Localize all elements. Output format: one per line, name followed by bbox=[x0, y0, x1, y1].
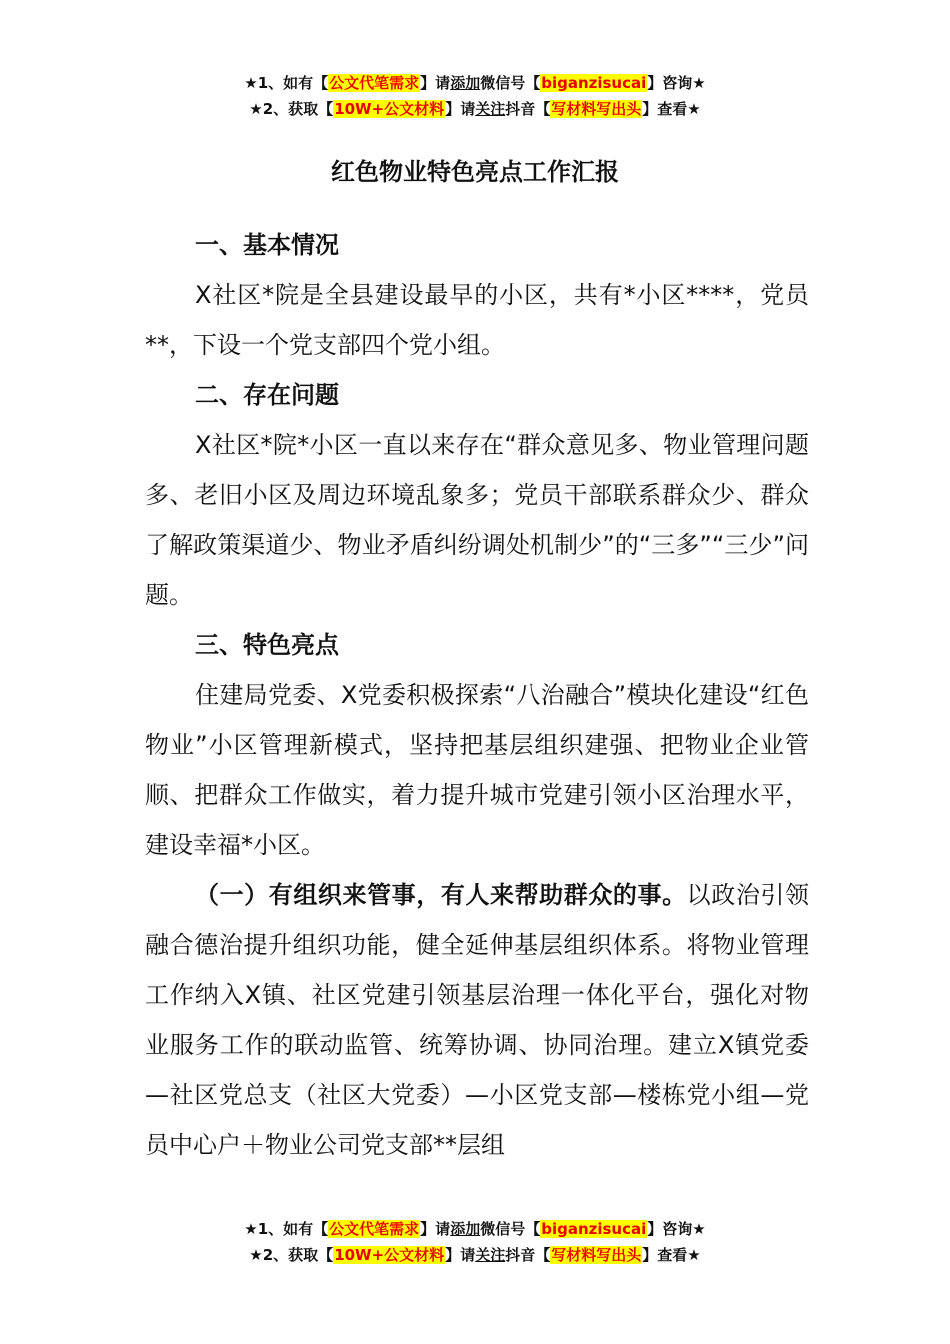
promo-banner-top bbox=[0, 70, 950, 122]
promo-line-1 bbox=[0, 70, 950, 96]
promo-text: ★2、获取【 bbox=[249, 1246, 334, 1264]
promo-text: 】请 bbox=[420, 1220, 451, 1238]
promo-highlight: 写材料写出头 bbox=[551, 100, 642, 118]
promo-highlight: 写材料写出头 bbox=[551, 1246, 642, 1264]
section-heading-basic: 一、基本情况 bbox=[195, 231, 339, 259]
section-paragraph-basic: X社区*院是全县建设最早的小区，共有*小区****，党员**，下设一个党支部四个党小组。 bbox=[145, 281, 809, 359]
promo-underlined-text: 添加 bbox=[450, 74, 481, 92]
promo-highlight: 10W+公文材料 bbox=[334, 1246, 445, 1264]
promo-text: 】请 bbox=[420, 74, 451, 92]
promo-highlight: biganzisucai bbox=[541, 1220, 647, 1238]
document-body bbox=[145, 220, 809, 1170]
promo-text: 】查看★ bbox=[642, 1246, 701, 1264]
section-heading-highlights: 三、特色亮点 bbox=[195, 631, 339, 659]
promo-text: 】咨询★ bbox=[647, 1220, 706, 1238]
promo-text: ★1、如有【 bbox=[244, 74, 329, 92]
promo-highlight: biganzisucai bbox=[541, 74, 647, 92]
section-heading-problems: 二、存在问题 bbox=[195, 381, 339, 409]
promo-underlined-text: 添加 bbox=[450, 1220, 481, 1238]
document-title: 红色物业特色亮点工作汇报 bbox=[331, 158, 619, 186]
promo-line-2 bbox=[0, 1242, 950, 1268]
promo-banner-bottom bbox=[0, 1216, 950, 1268]
promo-text: 抖音【 bbox=[505, 1246, 551, 1264]
promo-highlight: 10W+公文材料 bbox=[334, 100, 445, 118]
promo-text: 微信号【 bbox=[480, 1220, 541, 1238]
subsection-text: 以政治引领融合德治提升组织功能，健全延伸基层组织体系。将物业管理工作纳入X镇、社区党建引领基层治理一体化平台，强化对物业服务工作的联动监管、统筹协调、协同治理。建立X镇党委—社区党总支（社区大党委）—小区党支部—楼栋党小组—党员中心户＋物业公司党支部**层组 bbox=[145, 881, 810, 1159]
promo-line-2 bbox=[0, 96, 950, 122]
promo-text: ★2、获取【 bbox=[249, 100, 334, 118]
promo-line-1 bbox=[0, 1216, 950, 1242]
promo-highlight: 公文代笔需求 bbox=[329, 74, 420, 92]
promo-text: 】请 bbox=[445, 100, 476, 118]
promo-text: 微信号【 bbox=[480, 74, 541, 92]
promo-text: 】查看★ bbox=[642, 100, 701, 118]
promo-text: 】请 bbox=[445, 1246, 476, 1264]
subsection-paragraph bbox=[145, 870, 809, 1170]
promo-text: 抖音【 bbox=[505, 100, 551, 118]
promo-underlined-text: 关注 bbox=[475, 1246, 506, 1264]
promo-highlight: 公文代笔需求 bbox=[329, 1220, 420, 1238]
promo-text: 】咨询★ bbox=[647, 74, 706, 92]
promo-underlined-text: 关注 bbox=[475, 100, 506, 118]
section-paragraph-problems: X社区*院*小区一直以来存在“群众意见多、物业管理问题多、老旧小区及周边环境乱象多；党员干部联系群众少、群众了解政策渠道少、物业矛盾纠纷调处机制少”的“三多”“三少”问题。 bbox=[145, 431, 809, 609]
promo-text: ★1、如有【 bbox=[244, 1220, 329, 1238]
subsection-heading: （一）有组织来管事，有人来帮助群众的事。 bbox=[195, 881, 687, 909]
section-paragraph-highlights: 住建局党委、X党委积极探索“八治融合”模块化建设“红色物业”小区管理新模式，坚持把基层组织建强、把物业企业管顺、把群众工作做实，着力提升城市党建引领小区治理水平，建设幸福*小区。 bbox=[145, 681, 809, 859]
